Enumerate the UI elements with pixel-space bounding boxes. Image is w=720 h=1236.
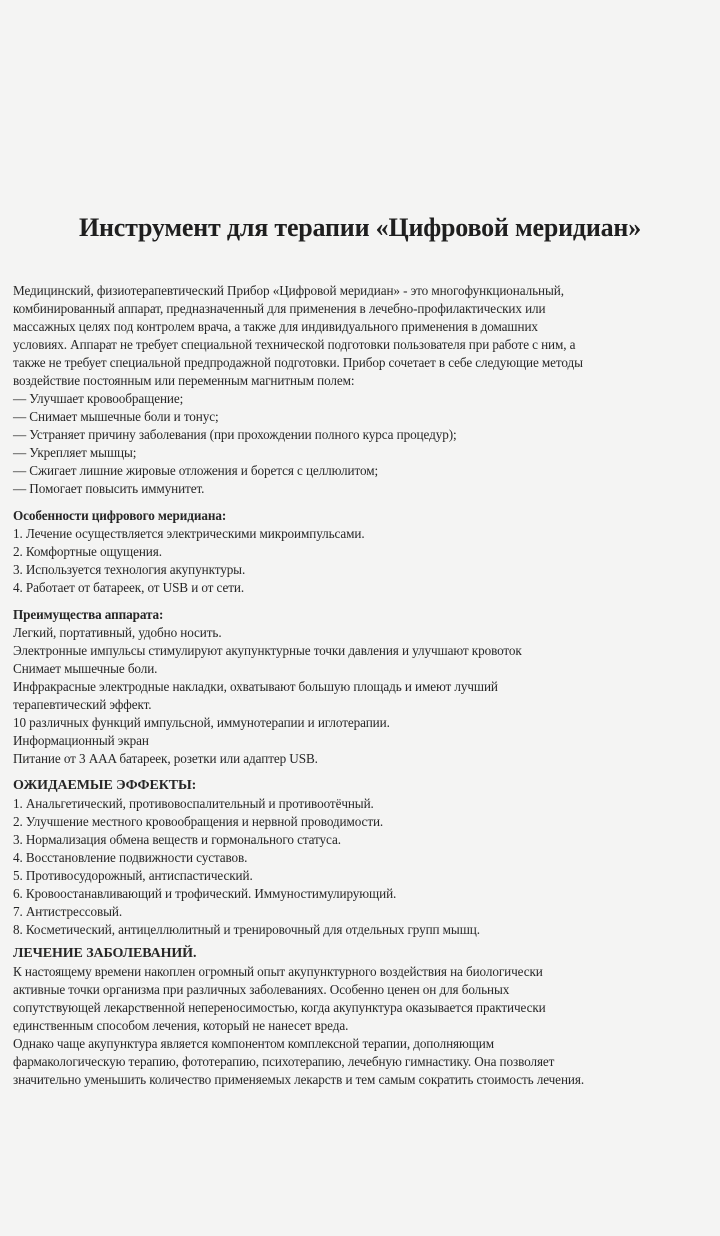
features-section [13,507,709,597]
treatment-line: значительно уменьшить количество применяемых лекарств и тем самым сократить стоимость лечения. [13,1072,585,1087]
advantage-item: Легкий, портативный, удобно носить. [13,625,222,640]
expected-effect-item: 1. Анальгетический, противовоспалительный и противоотёчный. [13,796,374,811]
intro-line: также не требует специальной предпродажной подготовки. Прибор сочетает в себе следующие методы [13,355,583,370]
document-body [13,282,709,1089]
document-title: Инструмент для терапии «Цифровой меридиан» [78,213,642,242]
feature-item: 4. Работает от батареек, от USB и от сети. [13,580,245,595]
expected-effects-heading: ОЖИДАЕМЫЕ ЭФФЕКТЫ: [13,778,197,793]
treatment-line: Однако чаще акупунктура является компонентом комплексной терапии, дополняющим [13,1036,495,1051]
treatment-line: активные точки организма при различных заболеваниях. Особенно ценен он для больных [13,982,510,997]
advantage-item: терапевтический эффект. [13,697,152,712]
advantage-item: Питание от 3 AAA батареек, розетки или адаптер USB. [13,751,318,766]
expected-effect-item: 6. Кровоостанавливающий и трофический. Иммуностимулирующий. [13,886,397,901]
effect-item: — Устраняет причину заболевания (при прохождении полного курса процедур); [13,427,457,442]
advantage-item: Электронные импульсы стимулируют акупунктурные точки давления и улучшают кровоток [13,643,522,658]
treatment-line: единственным способом лечения, который не нанесет вреда. [13,1018,349,1033]
feature-item: 1. Лечение осуществляется электрическими микроимпульсами. [13,526,365,541]
treatment-line: сопутствующей лекарственной непереносимостью, когда акупунктура оказывается практически [13,1000,546,1015]
expected-effect-item: 2. Улучшение местного кровообращения и нервной проводимости. [13,814,384,829]
advantage-item: Информационный экран [13,733,149,748]
treatment-heading: ЛЕЧЕНИЕ ЗАБОЛЕВАНИЙ. [13,946,197,961]
expected-effect-item: 7. Антистрессовый. [13,904,123,919]
treatment-section [13,945,709,1089]
intro-section [13,282,709,498]
expected-effect-item: 3. Нормализация обмена веществ и гормонального статуса. [13,832,341,847]
effect-item: — Улучшает кровообращение; [13,391,184,406]
intro-line: массажных целях под контролем врача, а также для индивидуального применения в домашних [13,319,538,334]
spacer [13,768,709,777]
expected-effects-section [13,777,709,939]
advantage-item: 10 различных функций импульсной, иммунотерапии и иглотерапии. [13,715,390,730]
intro-line: воздействие постоянным или переменным магнитным полем: [13,373,355,388]
expected-effect-item: 4. Восстановление подвижности суставов. [13,850,248,865]
intro-line: Медицинский, физиотерапевтический Прибор «Цифровой меридиан» - это многофункциональный, [13,283,564,298]
treatment-line: К настоящему времени накоплен огромный опыт акупунктурного воздействия на биологически [13,964,543,979]
effect-item: — Сжигает лишние жировые отложения и борется с целлюлитом; [13,463,379,478]
spacer [13,597,709,606]
feature-item: 2. Комфортные ощущения. [13,544,162,559]
advantage-item: Инфракрасные электродные накладки, охватывают большую площадь и имеют лучший [13,679,498,694]
expected-effect-item: 8. Косметический, антицеллюлитный и тренировочный для отдельных групп мышц. [13,922,480,937]
advantages-section [13,606,709,768]
feature-item: 3. Используется технология акупунктуры. [13,562,246,577]
advantage-item: Снимает мышечные боли. [13,661,158,676]
features-heading: Особенности цифрового меридиана: [13,508,227,523]
expected-effect-item: 5. Противосудорожный, антиспастический. [13,868,253,883]
effect-item: — Укрепляет мышцы; [13,445,137,460]
effect-item: — Помогает повысить иммунитет. [13,481,205,496]
intro-line: условиях. Аппарат не требует специальной технической подготовки пользователя при работе с ним, а [13,337,576,352]
spacer [13,498,709,507]
intro-line: комбинированный аппарат, предназначенный для применения в лечебно-профилактических или [13,301,546,316]
advantages-heading: Преимущества аппарата: [13,607,164,622]
treatment-line: фармакологическую терапию, фототерапию, психотерапию, лечебную гимнастику. Она позволяет [13,1054,555,1069]
effect-item: — Снимает мышечные боли и тонус; [13,409,219,424]
